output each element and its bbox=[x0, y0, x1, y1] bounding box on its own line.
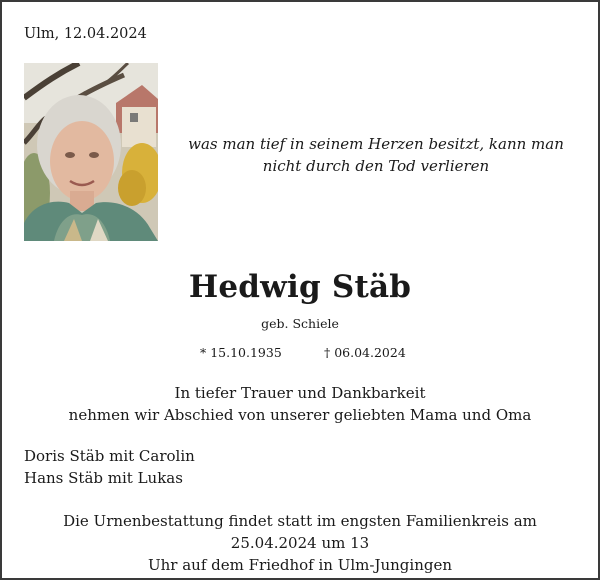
funeral-notice bbox=[20, 510, 580, 576]
maiden-name: geb. Schiele bbox=[261, 316, 339, 331]
place-date: Ulm, 12.04.2024 bbox=[24, 26, 147, 42]
quote-line: nicht durch den Tod verlieren bbox=[262, 157, 490, 175]
mourning-line: In tiefer Trauer und Dankbarkeit bbox=[174, 384, 426, 402]
deceased-name: Hedwig Stäb bbox=[188, 269, 412, 305]
birth-date: * 15.10.1935 bbox=[200, 345, 282, 360]
death-date: † 06.04.2024 bbox=[324, 345, 406, 360]
family-member: Hans Stäb mit Lukas bbox=[24, 469, 183, 487]
mourning-text bbox=[0, 382, 600, 426]
family-list bbox=[24, 445, 195, 489]
portrait-photo bbox=[24, 63, 158, 241]
mourning-line: nehmen wir Abschied von unserer geliebten Mama und Oma bbox=[68, 406, 532, 424]
family-member: Doris Stäb mit Carolin bbox=[24, 447, 195, 465]
quote-line: was man tief in seinem Herzen besitzt, kann man bbox=[188, 135, 564, 153]
funeral-line: Die Urnenbestattung findet statt im engsten Familienkreis am 25.04.2024 um 13 bbox=[63, 512, 537, 552]
memorial-quote bbox=[180, 133, 572, 177]
funeral-line: Uhr auf dem Friedhof in Ulm-Jungingen bbox=[148, 556, 452, 574]
